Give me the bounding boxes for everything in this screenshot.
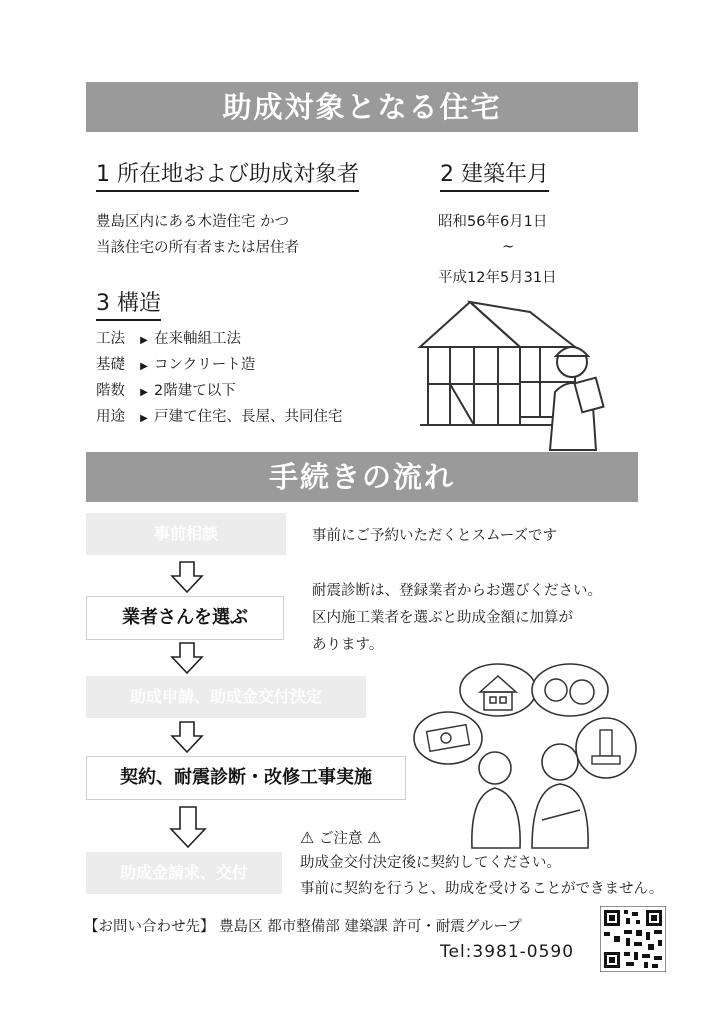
structure-list <box>96 327 343 431</box>
structure-value: 2階建て以下 <box>154 383 236 399</box>
structure-value: 在来軸組工法 <box>154 331 241 347</box>
caution-title: ご注意 <box>318 831 363 847</box>
build-date-tilde: ~ <box>502 239 515 255</box>
triangle-marker-icon: ▶ <box>140 335 148 346</box>
house-frame-illustration <box>410 292 615 452</box>
flow-step-subsidy-application: 助成申請、助成金交付決定 <box>86 676 366 718</box>
down-arrow-icon <box>170 641 204 675</box>
down-arrow-icon <box>170 720 204 754</box>
location-line-2: 当該住宅の所有者または居住者 <box>96 240 299 256</box>
contact-org: 豊島区 都市整備部 建築課 許可・耐震グループ <box>219 919 522 935</box>
couple-figures-icon <box>472 744 588 848</box>
structure-key: 基礎 <box>96 357 125 373</box>
flow-step-choose-contractor-note-3: あります。 <box>312 637 384 653</box>
location-section-title: 1 所在地および助成対象者 <box>96 157 359 192</box>
triangle-marker-icon: ▶ <box>140 413 148 424</box>
structure-key: 階数 <box>96 383 125 399</box>
structure-row <box>96 405 343 431</box>
structure-key: 工法 <box>96 331 125 347</box>
triangle-marker-icon: ▶ <box>140 387 148 398</box>
flow-step-choose-contractor-note-1: 耐震診断は、登録業者からお選びください。 <box>312 583 602 599</box>
contact-label: 【お問い合わせ先】 <box>84 919 215 935</box>
build-date-to: 平成12年5月31日 <box>438 270 557 286</box>
location-line-1: 豊島区内にある木造住宅 かつ <box>96 214 290 230</box>
section-banner-target-housing: 助成対象となる住宅 <box>86 82 638 132</box>
flow-step-contract-and-work: 契約、耐震診断・改修工事実施 <box>86 756 406 800</box>
flow-step-choose-contractor: 業者さんを選ぶ <box>86 596 284 640</box>
structure-key: 用途 <box>96 409 125 425</box>
structure-value: コンクリート造 <box>154 357 256 373</box>
flow-step-subsidy-claim: 助成金請求、交付 <box>86 852 282 894</box>
flow-step-consultation: 事前相談 <box>86 513 286 555</box>
qr-code <box>600 906 666 972</box>
structure-row <box>96 327 343 353</box>
down-arrow-icon <box>168 805 208 849</box>
flow-step-consultation-note: 事前にご予約いただくとスムーズです <box>312 528 558 544</box>
build-date-from: 昭和56年6月1日 <box>438 214 548 230</box>
caution-line-2: 事前に契約を行うと、助成を受けることができません。 <box>300 881 664 897</box>
build-date-section-title: 2 建築年月 <box>440 157 549 192</box>
worker-icon <box>550 347 604 450</box>
caution-heading <box>300 826 381 851</box>
contact-info <box>84 915 522 939</box>
structure-row <box>96 353 343 379</box>
triangle-marker-icon: ▶ <box>140 361 148 372</box>
structure-section-title: 3 構造 <box>96 286 161 321</box>
down-arrow-icon <box>170 560 204 594</box>
section-banner-procedure-flow: 手続きの流れ <box>86 452 638 502</box>
warning-icon: ⚠ <box>367 828 382 847</box>
caution-line-1: 助成金交付決定後に契約してください。 <box>300 855 561 871</box>
contact-tel: Tel:3981-0590 <box>440 942 575 962</box>
structure-value: 戸建て住宅、長屋、共同住宅 <box>154 409 343 425</box>
elderly-couple-illustration <box>410 660 640 850</box>
warning-icon: ⚠ <box>300 828 315 847</box>
flow-step-choose-contractor-note-2: 区内施工業者を選ぶと助成金額に加算が <box>312 610 573 626</box>
structure-row <box>96 379 343 405</box>
